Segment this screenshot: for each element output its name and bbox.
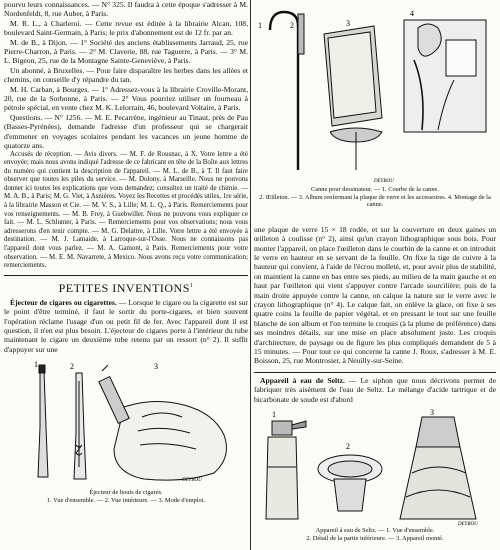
paragraph: M. R. L., à Charleroi. — Cette revue est éditée à la librairie Alcan, 108, boulevard Saint-Germain, à Paris; le prix d'abonnement est de 12 fr. par an.: [4, 18, 248, 38]
article-paragraph: Appareil à eau de Seltz. — Le siphon que nous décrivons permet de fabriquer très aisément de l'eau de Seltz. Le mélange d'acide tartrique et de bicarbonate de soude est d'abord: [254, 375, 496, 404]
engraver-signature: DEYROU: [182, 478, 202, 484]
paragraph: Accusés de réception. — Avis divers. — M. F. de Rousnac, à X. Votre lettre a été envoyée; mais nous avons indiqué l'adresse de ce fabricant en tête de la Boîte aux lettres du numéro qui contient la description de l'appareil. — M. L. de B., à T. Il faut faire observer que toutes les piles du service. — M. Dolony, à Marseille. Nous ne pouvons donner ici toutes les explications que vous demandez; consultez un traité de chimie. — M. A. B., à Paris; M. G. Viet, à Asnières. Voyez les Recettes et procédés utiles, 1re série, à la librairie Masson et Cie. — M. V. S., à Lille; M. L. Q., à Paris. Remerciements pour vos renseignements. — M. B. Frey, à Guebwiller. Nous ne pouvons vous expliquer ce fait. — M. L. Schlumer, à Paris. — Remerciements pour vos observations; nous vous adresserons d'en tenir compte. — M. G. Delattre, à Lille. Votre lettre a été envoyée à destination. — M. J. Lamaide, à Larroque-sur-l'Osse. Nous ne connaissons pas l'appareil dont vous parlez. — M. A. Gamont, à Paris. Remerciements pour votre observation. — M. E. M. Navarrete, à Mexico. Nous avons reçu votre communication; remerciements.: [4, 150, 248, 270]
section-divider: [4, 275, 248, 276]
engraver-signature: DEYROU: [458, 522, 478, 528]
figure-number: 3: [430, 408, 434, 418]
figure-label: Éjecteur de bouts de cigares.: [89, 489, 163, 497]
figure-number: 4: [410, 9, 414, 18]
paragraph: M. H. Carban, à Bourges. — 1° Adressez-vous à la librairie Croville-Morant, 20, rue de la Sorbonne, à Paris. — 2° Vous pourriez utiliser un fourneau à pétrole spécial, en vente chez M. K. Lelorrain, 46, boulevard Voltaire, à Paris.: [4, 84, 248, 113]
figure-number: 1: [272, 410, 276, 420]
column-divider: [250, 0, 251, 550]
article-heading: Appareil à eau de Seltz.: [260, 375, 345, 385]
paragraph: pourvu leurs connaissances. — N° 325. Il faudra à cette époque s'adresser à M. Nordenfeldt, 8, rue Auber, à Paris.: [4, 0, 248, 19]
figure-number: 2: [70, 362, 74, 372]
figure-number: 3: [346, 19, 350, 28]
figure-number: 2: [346, 442, 350, 452]
right-column: [254, 0, 496, 542]
drawing-cane-illustration: [254, 0, 496, 186]
seltz-apparatus-illustration: [254, 407, 496, 527]
paragraph: une plaque de verre 15 × 18 rodée, et sur la couverture en deux gaines un œilleton à coulisse (n° 2), ainsi qu'un crayon lithographique sous bois. Pour monter l'appareil, on place l'œilleton dans le courbin de la canne et on introduit le verre en hauteur en se servant de la feuille. On fixe la tige de cuivre à la hauteur qui convient, à l'aide de l'écrou molleté, et, pour avoir plus de stabilité, on maintient la canne en bas entre ses pieds, au milieu de la main gauche et en haut par l'œilleton qui vient s'appuyer contre l'arcade sourcilière; puis de la main droite appuyée contre la canne, on calque la nature sur le verre avec le crayon lithographique (n° 4). Le calque fait, on enlève la glace, on fixe à ses quatre coins la feuille de papier végétal, et en pressant le tout sur une feuille blanche de son album et l'on termine le croquis (à la plume de préférence) dans ses moindres détails, sur une mise en place absolument juste. Les croquis d'architecture, de paysage ou de figure les plus compliqués demandent de 5 à 15 minutes. — Pour tout ce qui concerne la canne J. Roux, s'adresser à M. E. Boisson, 25, rue Montrosier, à Neuilly-sur-Seine.: [254, 224, 496, 366]
engraver-signature: DEYROU: [374, 179, 394, 184]
figure-number: 3: [154, 362, 158, 372]
article-heading: Éjecteur de cigares ou cigarettes.: [10, 297, 117, 307]
left-column: [4, 0, 248, 504]
figure-caption: 2. Œilleton. — 3. Album renfermant la plaque de verre et les accessoires. 4. Montage de la canne.: [259, 193, 491, 209]
figure-caption: Appareil à eau de Seltz. — 1. Vue d'ensemble.: [315, 527, 435, 535]
section-title: PETITES INVENTIONS$^1$: [58, 280, 194, 295]
figure-number: 2: [290, 21, 294, 30]
figure-number: 1: [258, 21, 262, 30]
figure-caption: 1. Vue d'ensemble. — 2. Vue intérieure. — 3. Mode d'emploi.: [46, 496, 206, 504]
cigar-ejector-figure: [4, 357, 248, 489]
section-divider: [254, 372, 496, 373]
paragraph: Un abonné, à Bruxelles. — Pour faire disparaître les herbes dans les allées et chemins, on conseille d'y répandre du tan.: [4, 65, 248, 85]
drawing-cane-figure: [254, 0, 496, 186]
cigar-ejector-illustration: [4, 357, 248, 489]
paragraph: M. de B., à Dijon. — 1° Société des anciens établissements Jarraud, 25, rue Pierre-Charron, à Paris. — 2° M. Claverie, 88, rue Taguerre, à Paris. — 3° M. L. Bigeon, 25, rue de la Montagne Sainte-Geneviève, à Paris.: [4, 37, 248, 66]
figure-caption: Canne pour dessinateur. — 1. Courbe de la canne.: [311, 186, 439, 193]
paragraph: Questions. — N° 1256. — M. E. Pecarrène, ingénieur au Tinaut, près de Pau (Basses-Pyrénées), demande l'adresse d'un professeur qui se chargerait d'emmener en voyages scolaires pendant les vacances un jeune homme de quatorze ans.: [4, 112, 248, 151]
article-paragraph: Éjecteur de cigares ou cigarettes. — Lorsque le cigare ou la cigarette est sur le point d'être terminé, il faut le sortir du porte-cigares, et bien souvent l'opération réclame l'usage d'un ou petit fil de fer. Avec l'appareil dont il est question, il n'en est plus besoin. L'éjecteur de cigares porte à l'intérieur du tube maintenant le cigare un deuxième tube retenu par un ressort (n° 2). Il suffit d'appuyer sur une: [4, 297, 248, 354]
seltz-apparatus-figure: [254, 407, 496, 527]
figure-number: 1: [34, 360, 38, 370]
figure-caption: 2. Détail de la partie inférieure. — 3. Appareil monté.: [306, 534, 444, 542]
